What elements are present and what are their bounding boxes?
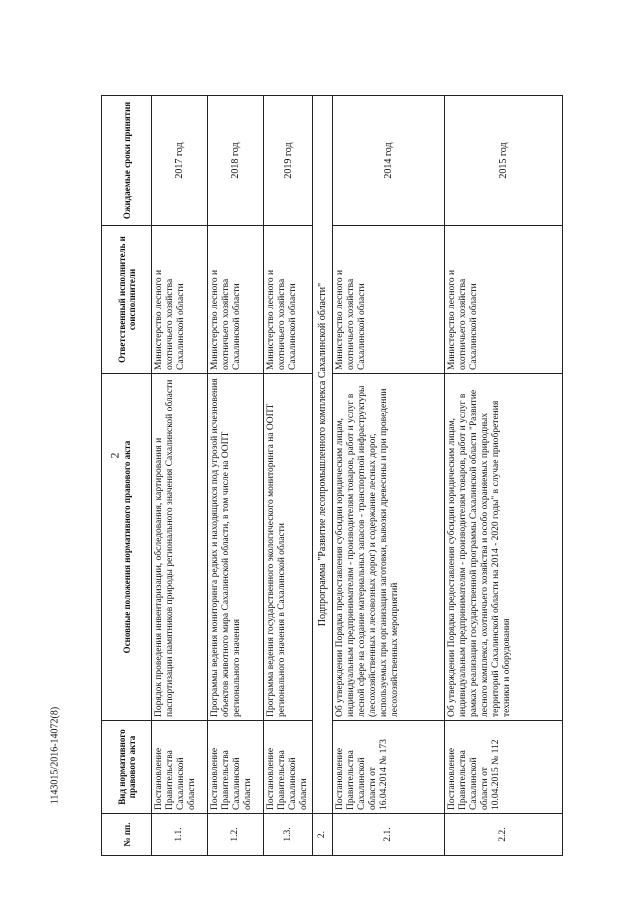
page-number: 2 (107, 452, 122, 459)
row-term: 2019 год (264, 96, 313, 226)
header-num: № пп. (102, 814, 152, 856)
row-executor: Министерство лесного и охотничьего хозяйства Сахалинской области (333, 226, 445, 374)
header-kind: Вид нормативного правового акта (102, 721, 152, 814)
row-provisions: Об утверждении Порядка предоставления субсидии юридическим лицам, индивидуальным предпринимателям - производителям товаров, работ и услуг в лесной сфере на создание материальных запасов - транспортной инфраструктуры (лесохозяйственных и лесовозных дорог) и содержание лесных дорог, используемых при организации заготовки, вывозки древесины и при проведении лесохозяйственных мероприятий (333, 374, 445, 721)
row-kind: Постановление Правительства Сахалинской области от 10.04.2015 № 112 (445, 721, 563, 814)
row-provisions: Об утверждении Порядка предоставления субсидии юридическим лицам, индивидуальным предпринимателям - производителям товаров, работ и услуг в рамках реализации государственной программы Сахалинской области "Развитие лесного комплекса, охотничьего хозяйства и особо охраняемых природных территорий Сахалинской области на 2014 - 2020 годы" в случае приобретения техники и оборудования (445, 374, 563, 721)
row-term: 2017 год (152, 96, 208, 226)
row-num: 1.3. (264, 814, 313, 856)
table-row (264, 96, 313, 856)
subprogram-title: Подпрограмма "Развитие лесопромышленного комплекса Сахалинской области" (313, 96, 333, 814)
row-provisions: Программы ведения мониторинга редких и находящихся под угрозой исчезновения объектов животного мира Сахалинской области, в том числе на ООПТ регионального значения (208, 374, 264, 721)
header-term: Ожидаемые сроки принятия (102, 96, 152, 226)
row-num: 2.1. (333, 814, 445, 856)
row-kind: Постановление Правительства Сахалинской области (152, 721, 208, 814)
row-kind: Постановление Правительства Сахалинской области (208, 721, 264, 814)
row-term: 2018 год (208, 96, 264, 226)
row-num: 2.2. (445, 814, 563, 856)
table-row (333, 96, 445, 856)
header-provisions: Основные положения нормативного правового акта (102, 374, 152, 721)
row-term: 2014 год (333, 96, 445, 226)
table-row (208, 96, 264, 856)
row-num: 1.2. (208, 814, 264, 856)
row-executor: Министерство лесного и охотничьего хозяйства Сахалинской области (264, 226, 313, 374)
row-kind: Постановление Правительства Сахалинской области (264, 721, 313, 814)
table-row (152, 96, 208, 856)
subprogram-row (313, 96, 333, 856)
table-row (445, 96, 563, 856)
document-footer-id: 1143015/2016-14072(8) (49, 706, 61, 805)
row-executor: Министерство лесного и охотничьего хозяйства Сахалинской области (208, 226, 264, 374)
row-kind: Постановление Правительства Сахалинской области от 16.04.2014 № 173 (333, 721, 445, 814)
rotated-table-container (101, 96, 606, 856)
row-provisions: Порядок проведения инвентаризации, обследования, картирования и паспортизации памятников природы регионального значения Сахалинской области (152, 374, 208, 721)
legal-acts-table (101, 95, 563, 856)
row-provisions: Программа ведения государственного экологического мониторинга на ООПТ регионального значения в Сахалинской области (264, 374, 313, 721)
row-executor: Министерство лесного и охотничьего хозяйства Сахалинской области (152, 226, 208, 374)
row-term: 2015 год (445, 96, 563, 226)
row-executor: Министерство лесного и охотничьего хозяйства Сахалинской области (445, 226, 563, 374)
table-header-row (102, 96, 152, 856)
subprogram-num: 2. (313, 814, 333, 856)
header-executor: Ответственный исполнитель и соисполнители (102, 226, 152, 374)
row-num: 1.1. (152, 814, 208, 856)
